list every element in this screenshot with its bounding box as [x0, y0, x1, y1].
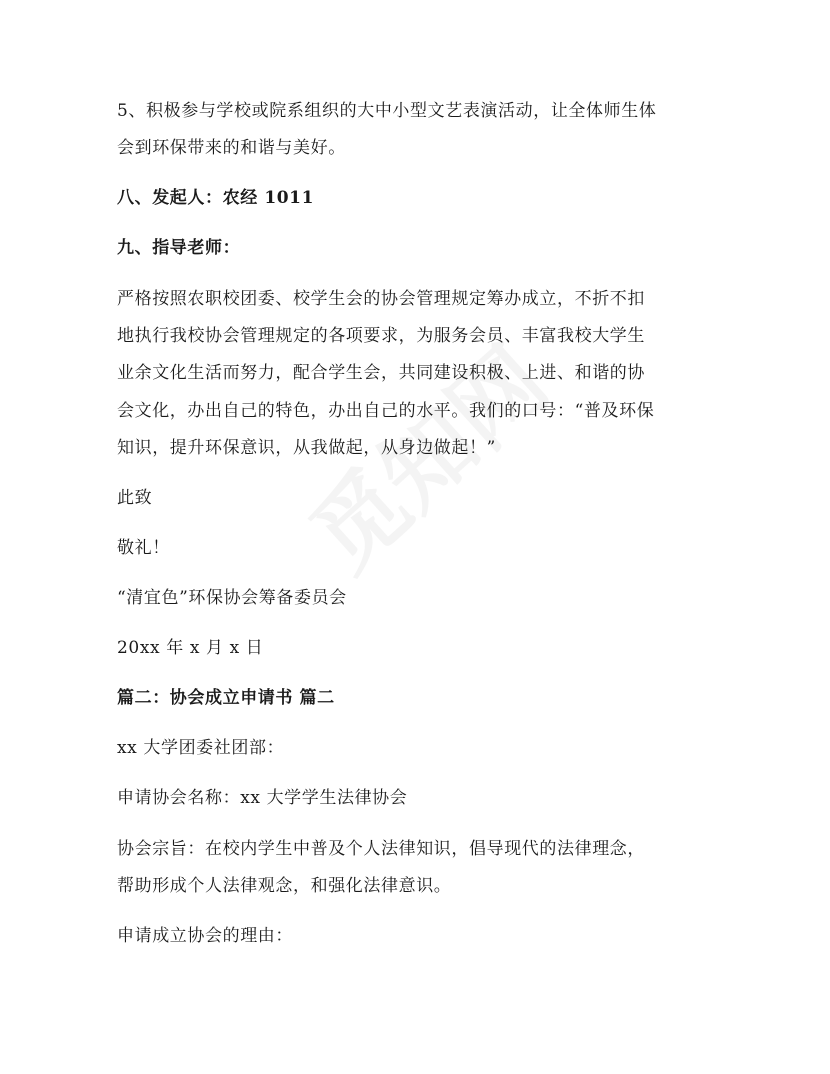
paragraph-line: 会文化，办出自己的特色，办出自己的水平。我们的口号：“普及环保: [117, 401, 655, 421]
paragraph-line: 地执行我校协会管理规定的各项要求，为服务会员、丰富我校大学生: [117, 326, 645, 346]
paragraph-line: 5、积极参与学校或院系组织的大中小型文艺表演活动，让全体师生体: [117, 101, 657, 121]
section-heading-advisor: 九、指导老师：: [117, 238, 241, 258]
recipient-line: xx 大学团委社团部：: [117, 738, 285, 758]
signature-committee: “清宜色”环保协会筹备委员会: [117, 588, 347, 608]
paragraph-line: 协会宗旨：在校内学生中普及个人法律知识，倡导现代的法律理念，: [117, 839, 645, 859]
paragraph-line: 业余文化生活而努力，配合学生会，共同建设积极、上进、和谐的协: [117, 363, 645, 383]
paragraph-line: 严格按照农职校团委、校学生会的协会管理规定筹办成立，不折不扣: [117, 289, 645, 309]
section-heading-part-two: 篇二：协会成立申请书 篇二: [117, 688, 335, 708]
paragraph-line: 帮助形成个人法律观念，和强化法律意识。: [117, 876, 452, 896]
signature-date: 20xx 年 x 月 x 日: [117, 638, 264, 658]
section-heading-initiator: 八、发起人：农经 1011: [117, 188, 315, 208]
paragraph-line: 知识，提升环保意识，从我做起，从身边做起！”: [117, 438, 496, 458]
closing-regards: 敬礼！: [117, 538, 170, 558]
reasons-heading-line: 申请成立协会的理由：: [117, 926, 293, 946]
association-name-line: 申请协会名称：xx 大学学生法律协会: [117, 788, 408, 808]
paragraph-line: 会到环保带来的和谐与美好。: [117, 138, 346, 158]
closing-salutation: 此致: [117, 488, 153, 508]
